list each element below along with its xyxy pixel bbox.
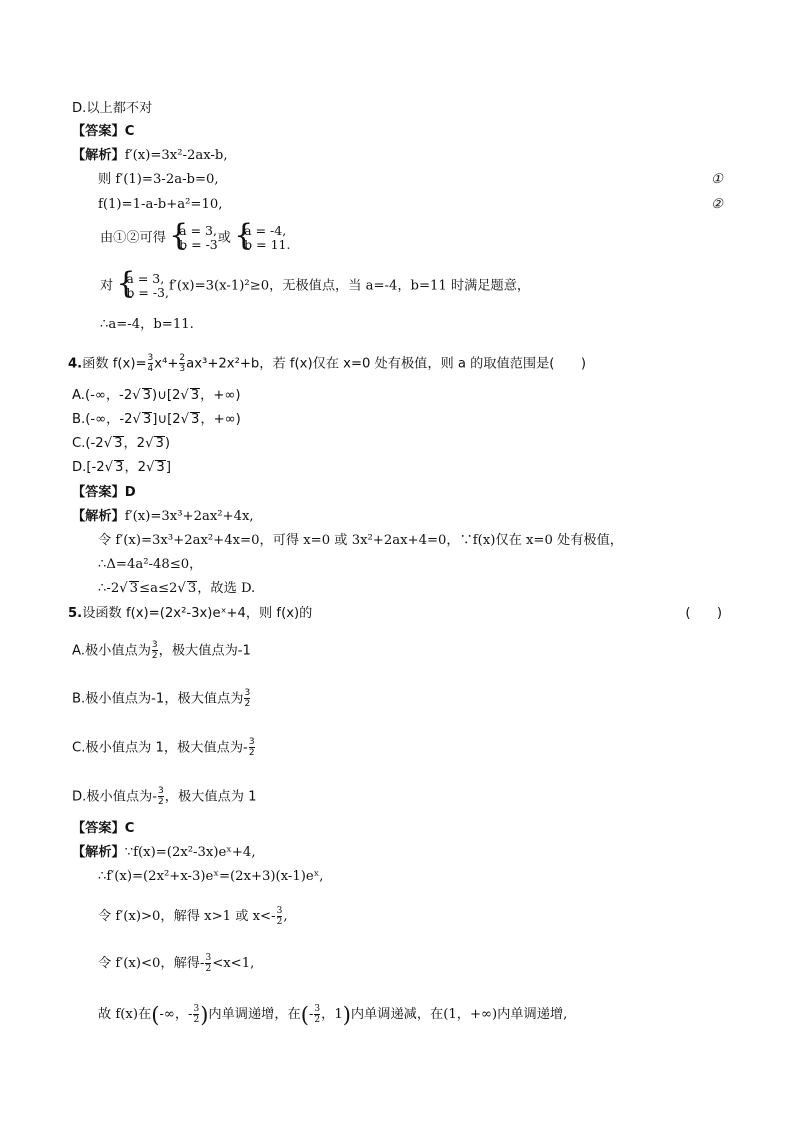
- equation-system-1: { a = 3, b = -3: [170, 224, 218, 252]
- solution-line-4: 由①②可得 { a = 3, b = -3 或 { a = -4, b = 11.: [100, 224, 290, 252]
- solution-line-3: f(1)=1-a-b+a²=10, ②: [98, 197, 728, 213]
- option-5c: C.极小值点为 1，极大值点为- $\frac{3}{2}$: [72, 737, 255, 758]
- option-5a: A.极小值点为 $\frac{3}{2}$ ，极大值点为-1: [72, 640, 251, 661]
- solution-4-line-4: ∴-2√ 3≤a≤2√ 3，故选 D.: [98, 581, 256, 596]
- answer-5: 【答案】C: [72, 821, 135, 836]
- option-d-prev: D.以上都不对: [72, 101, 153, 116]
- option-4d: D.[-2√ 3，2√ 3]: [72, 460, 171, 475]
- option-4b: B.(-∞，-2√ 3]∪[2√ 3，+∞): [72, 412, 241, 427]
- option-5d: D.极小值点为- $\frac{3}{2}$ ，极大值点为 1: [72, 786, 257, 807]
- option-4a: A.(-∞，-2√ 3)∪[2√ 3，+∞): [72, 388, 241, 403]
- solution-5-line-1: 【解析】∵f(x)=(2x²-3x)eˣ+4,: [72, 845, 256, 860]
- solution-5-line-2: ∴f′(x)=(2x²+x-3)eˣ=(2x+3)(x-1)eˣ,: [98, 869, 324, 884]
- answer-label: 【答案】C: [72, 124, 135, 139]
- solution-4-line-3: ∴Δ=4a²-48≤0，: [98, 557, 203, 572]
- option-4c: C.(-2√ 3，2√ 3): [72, 436, 171, 451]
- solution-line-6: ∴a=-4，b=11.: [100, 317, 194, 332]
- solution-4-line-1: 【解析】f′(x)=3x³+2ax²+4x,: [72, 509, 254, 524]
- circled-2: ②: [711, 197, 723, 212]
- solution-4-line-2: 令 f′(x)=3x³+2ax²+4x=0，可得 x=0 或 3x²+2ax+4=0，∵f(x)仅在 x=0 处有极值，: [98, 533, 623, 548]
- solution-5-line-5: 故 f(x)在(-∞，- $\frac{3}{2}$ )内单调递增，在(- $\frac{3}{2}$ ，1)内单调递减，在(1，+∞)内单调递增,: [98, 1002, 568, 1027]
- answer-4: 【答案】D: [72, 485, 136, 500]
- equation-system-2: { a = -4, b = 11.: [235, 224, 290, 252]
- question-4: 4.函数 f(x)= $\frac{3}{4}$ x⁴+ $\frac{2}{3}$ ax³+2x²+b，若 f(x)仅在 x=0 处有极值，则 a 的取值范围是( ): [68, 353, 586, 374]
- equation-system-3: { a = 3, b = -3,: [117, 272, 169, 300]
- solution-line-2: 则 f′(1)=3-2a-b=0, ①: [98, 172, 728, 188]
- fraction-2-3: $\frac{2}{3}$: [179, 353, 186, 374]
- solution-5-line-4: 令 f′(x)<0，解得- $\frac{3}{2}$ <x<1,: [98, 953, 255, 974]
- solution-line-1: 【解析】f′(x)=3x²-2ax-b,: [72, 148, 228, 163]
- fraction-3-4: $\frac{3}{4}$: [147, 353, 154, 374]
- circled-1: ①: [711, 172, 723, 187]
- option-5b: B.极小值点为-1，极大值点为 $\frac{3}{2}$: [72, 688, 251, 709]
- solution-5-line-3: 令 f′(x)>0，解得 x>1 或 x<- $\frac{3}{2}$ ,: [98, 906, 288, 927]
- question-5: 5.设函数 f(x)=(2x²-3x)eˣ+4，则 f(x)的 ( ): [68, 606, 722, 621]
- solution-line-5: 对 { a = 3, b = -3, f′(x)=3(x-1)²≥0，无极值点，当 a=-4，b=11 时满足题意，: [100, 272, 530, 300]
